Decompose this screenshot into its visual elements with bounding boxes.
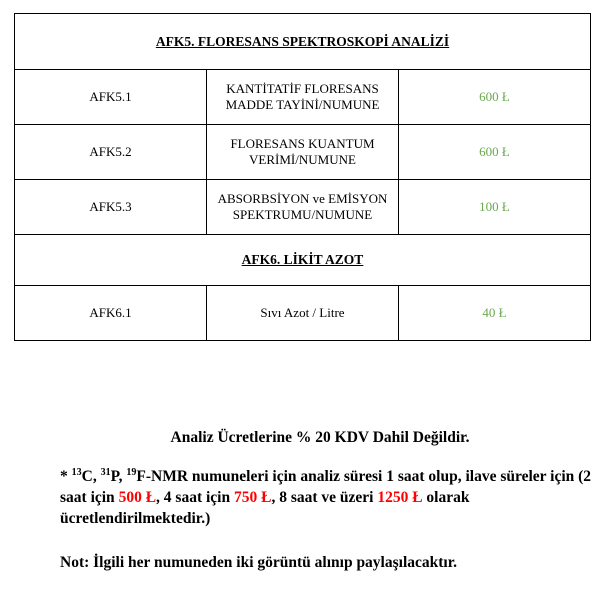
p-label: P, bbox=[110, 468, 127, 485]
c13-superscript: 13 bbox=[71, 466, 82, 478]
item-price: 600 Ł bbox=[399, 70, 591, 125]
item-code: AFK5.2 bbox=[15, 125, 207, 180]
item-code: AFK5.1 bbox=[15, 70, 207, 125]
item-description bbox=[207, 125, 399, 180]
price-4h: 750 Ł bbox=[233, 489, 272, 506]
item-description bbox=[207, 70, 399, 125]
item-description-text: ABSORBSİYON ve EMİSYON SPEKTRUMU/NUMUNE bbox=[217, 191, 388, 222]
section-header-row bbox=[15, 14, 591, 70]
image-note: Not: İlgili her numuneden iki görüntü alınıp paylaşılacaktır. bbox=[60, 554, 458, 571]
item-description-text: Sıvı Azot / Litre bbox=[260, 305, 345, 320]
p31-superscript: 31 bbox=[100, 466, 111, 478]
nmr-text-1: F-NMR numuneleri için analiz süresi 1 saat olup, ilave süreler için (2 saat için bbox=[60, 468, 592, 506]
section-title-afk5: AFK5. FLORESANS SPEKTROSKOPİ ANALİZİ bbox=[15, 14, 591, 70]
table-row bbox=[15, 286, 591, 341]
vat-note: Analiz Ücretlerine % 20 KDV Dahil Değildir. bbox=[170, 429, 470, 446]
nmr-note bbox=[60, 466, 592, 529]
nmr-text-2: , 4 saat için bbox=[156, 489, 234, 506]
price-8h: 1250 Ł bbox=[377, 489, 423, 506]
item-description bbox=[207, 180, 399, 235]
item-description-text: FLORESANS KUANTUM VERİMİ/NUMUNE bbox=[230, 136, 375, 167]
notes-section bbox=[60, 427, 592, 596]
table-row bbox=[15, 125, 591, 180]
section-title-afk6: AFK6. LİKİT AZOT bbox=[15, 235, 591, 286]
price-table bbox=[14, 13, 591, 341]
table-row bbox=[15, 180, 591, 235]
item-description bbox=[207, 286, 399, 341]
table-row bbox=[15, 70, 591, 125]
f19-superscript: 19 bbox=[126, 466, 137, 478]
c-label: C, bbox=[81, 468, 101, 485]
item-code: AFK5.3 bbox=[15, 180, 207, 235]
item-code: AFK6.1 bbox=[15, 286, 207, 341]
nmr-text-4: olarak ücretlendirilmektedir.) bbox=[60, 489, 470, 527]
nmr-star: * bbox=[60, 468, 72, 485]
nmr-text-3: , 8 saat ve üzeri bbox=[271, 489, 378, 506]
section-header-row bbox=[15, 235, 591, 286]
item-price: 40 Ł bbox=[399, 286, 591, 341]
price-2h: 500 Ł bbox=[118, 489, 157, 506]
item-price: 100 Ł bbox=[399, 180, 591, 235]
item-description-text: KANTİTATİF FLORESANS MADDE TAYİNİ/NUMUNE bbox=[225, 81, 380, 112]
item-price: 600 Ł bbox=[399, 125, 591, 180]
